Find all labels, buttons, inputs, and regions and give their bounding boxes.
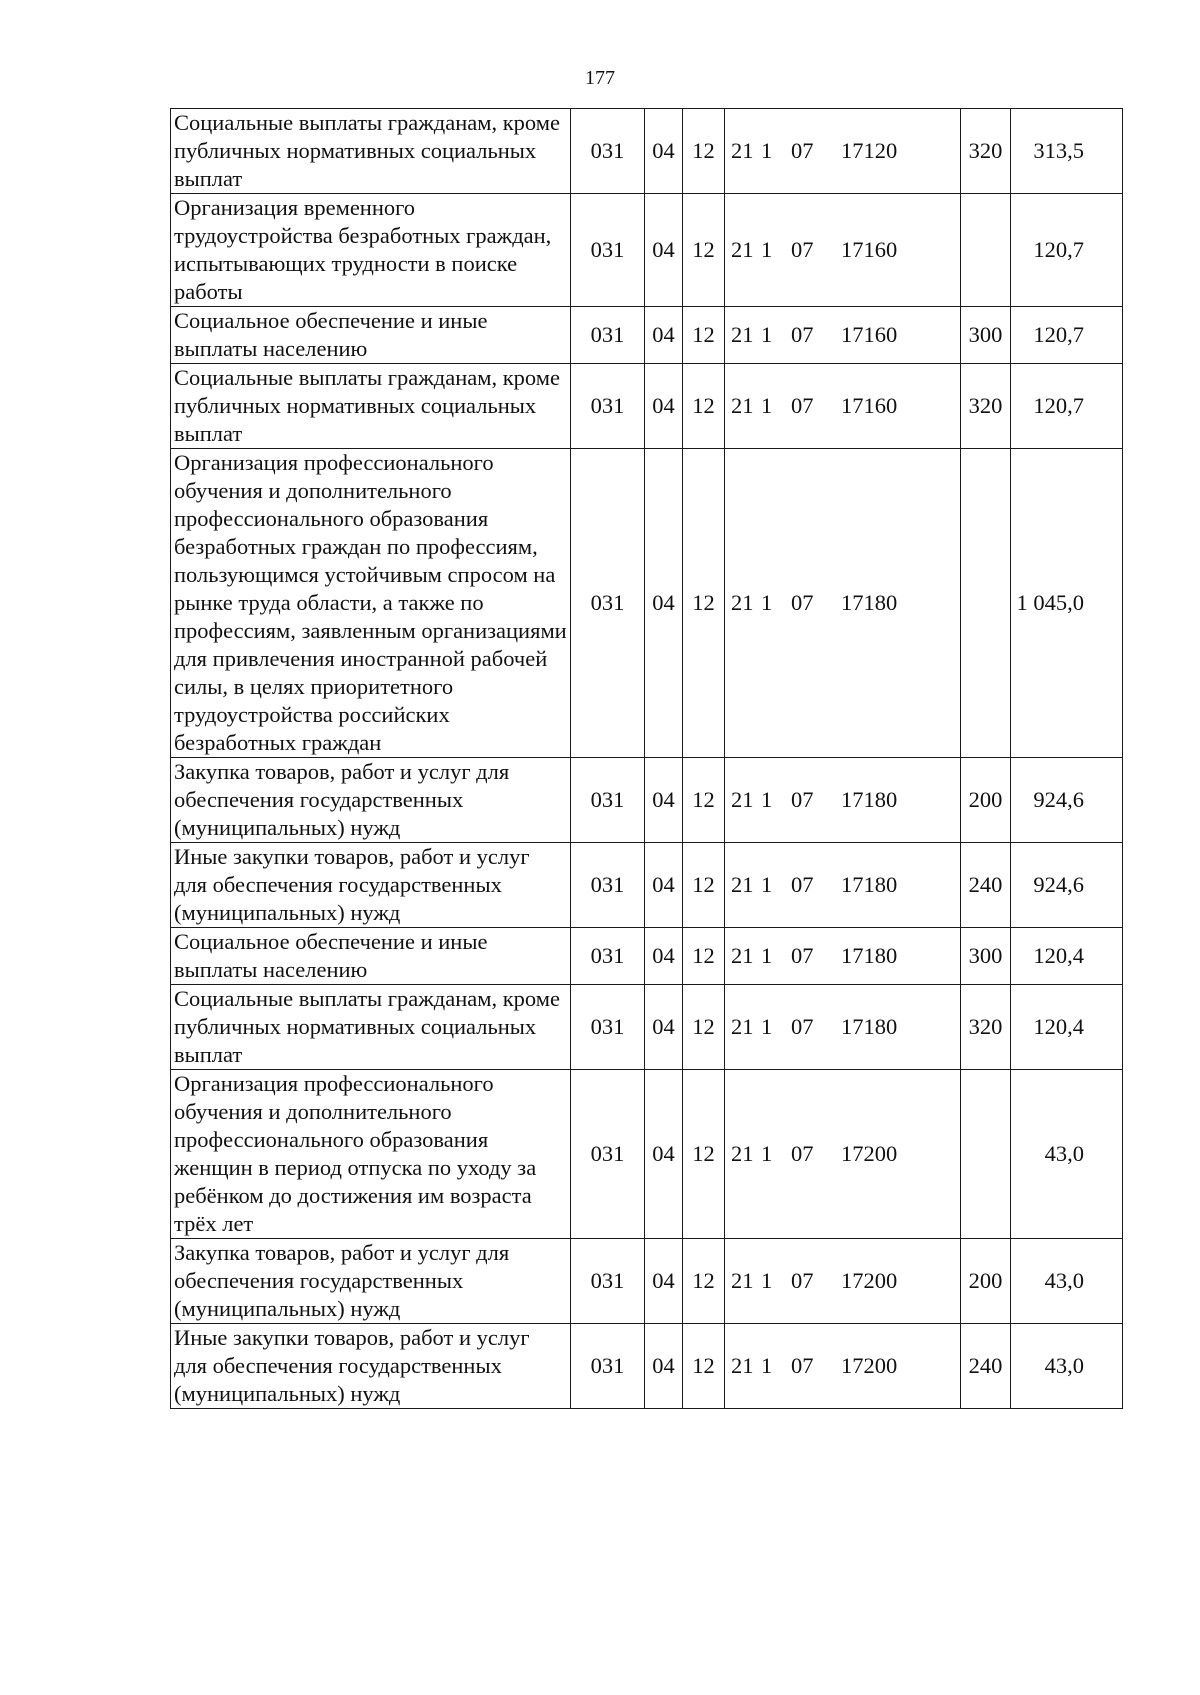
amount-cell	[1011, 1070, 1123, 1239]
pr-code-cell	[683, 985, 725, 1070]
amount-cell	[1011, 1239, 1123, 1324]
pr-code: 12	[692, 138, 715, 163]
table-row	[171, 109, 1123, 194]
csr-direction: 17200	[841, 1141, 898, 1166]
vr-code: 300	[968, 322, 1003, 347]
amount-value: 1 045,0	[1016, 590, 1084, 615]
csr-code-cell	[725, 1070, 961, 1239]
csr-event: 07	[791, 138, 814, 163]
amount-value: 43,0	[1044, 1268, 1084, 1293]
csr-code-cell	[725, 307, 961, 364]
row-name-cell	[171, 843, 571, 928]
rz-code: 04	[652, 138, 675, 163]
amount-value: 120,4	[1033, 943, 1084, 968]
csr-event: 07	[791, 787, 814, 812]
csr-code-cell	[725, 194, 961, 307]
vr-code-cell	[961, 1324, 1011, 1409]
pr-code-cell	[683, 109, 725, 194]
gr-code-cell	[571, 449, 645, 758]
csr-direction: 17180	[841, 943, 898, 968]
csr-program: 21	[731, 322, 754, 347]
row-name-cell	[171, 985, 571, 1070]
csr-program: 21	[731, 787, 754, 812]
csr-subprogram: 1	[761, 322, 773, 347]
pr-code-cell	[683, 194, 725, 307]
amount-cell	[1011, 307, 1123, 364]
csr-code-cell	[725, 364, 961, 449]
gr-code: 031	[590, 322, 625, 347]
rz-code-cell	[645, 1239, 683, 1324]
pr-code: 12	[692, 237, 715, 262]
csr-program: 21	[731, 590, 754, 615]
row-name-cell	[171, 1070, 571, 1239]
budget-table	[170, 108, 1123, 1409]
amount-value: 924,6	[1033, 787, 1084, 812]
pr-code: 12	[692, 943, 715, 968]
table-row	[171, 1239, 1123, 1324]
pr-code: 12	[692, 590, 715, 615]
csr-program: 21	[731, 237, 754, 262]
csr-direction: 17160	[841, 237, 898, 262]
table-body	[171, 109, 1123, 1409]
row-name-cell	[171, 307, 571, 364]
pr-code-cell	[683, 1070, 725, 1239]
pr-code: 12	[692, 1141, 715, 1166]
csr-subprogram: 1	[761, 872, 773, 897]
row-name-cell	[171, 758, 571, 843]
table-row	[171, 307, 1123, 364]
gr-code: 031	[590, 237, 625, 262]
table-row	[171, 758, 1123, 843]
csr-subprogram: 1	[761, 1353, 773, 1378]
rz-code-cell	[645, 928, 683, 985]
csr-program: 21	[731, 1141, 754, 1166]
amount-value: 120,4	[1033, 1014, 1084, 1039]
pr-code: 12	[692, 872, 715, 897]
csr-program: 21	[731, 1014, 754, 1039]
row-name: Организация профессионального обучения и дополнительного профессионального образования безработных граждан по профессиям, пользующимся устойчивым спросом на рынке труда области, а также по профессиям, заявленным организациями для привлечения иностранной рабочей силы, в целях приоритетного трудоустройства российских безработных граждан	[174, 450, 567, 755]
amount-value: 924,6	[1033, 872, 1084, 897]
rz-code: 04	[652, 1014, 675, 1039]
csr-subprogram: 1	[761, 787, 773, 812]
vr-code-cell	[961, 364, 1011, 449]
rz-code-cell	[645, 1324, 683, 1409]
pr-code-cell	[683, 1239, 725, 1324]
csr-event: 07	[791, 872, 814, 897]
csr-event: 07	[791, 943, 814, 968]
row-name-cell	[171, 109, 571, 194]
gr-code: 031	[590, 1141, 625, 1166]
amount-cell	[1011, 758, 1123, 843]
amount-value: 43,0	[1044, 1353, 1084, 1378]
page-number: 177	[585, 67, 615, 89]
pr-code: 12	[692, 1353, 715, 1378]
csr-code-cell	[725, 109, 961, 194]
pr-code-cell	[683, 843, 725, 928]
row-name: Социальные выплаты гражданам, кроме публичных нормативных социальных выплат	[174, 110, 560, 191]
csr-direction: 17120	[841, 138, 898, 163]
row-name-cell	[171, 194, 571, 307]
pr-code-cell	[683, 758, 725, 843]
pr-code: 12	[692, 787, 715, 812]
vr-code-cell	[961, 843, 1011, 928]
rz-code: 04	[652, 943, 675, 968]
vr-code-cell	[961, 109, 1011, 194]
csr-direction: 17180	[841, 1014, 898, 1039]
csr-event: 07	[791, 393, 814, 418]
vr-code: 200	[968, 1268, 1003, 1293]
vr-code-cell	[961, 1239, 1011, 1324]
gr-code-cell	[571, 364, 645, 449]
row-name: Организация временного трудоустройства безработных граждан, испытывающих трудности в поиске работы	[174, 195, 552, 304]
vr-code: 320	[968, 138, 1003, 163]
table-row	[171, 843, 1123, 928]
csr-event: 07	[791, 1268, 814, 1293]
csr-event: 07	[791, 1141, 814, 1166]
gr-code-cell	[571, 985, 645, 1070]
row-name: Иные закупки товаров, работ и услуг для обеспечения государственных (муниципальных) нужд	[174, 844, 530, 925]
vr-code: 240	[968, 872, 1003, 897]
row-name: Социальные выплаты гражданам, кроме публичных нормативных социальных выплат	[174, 986, 560, 1067]
gr-code-cell	[571, 758, 645, 843]
gr-code-cell	[571, 109, 645, 194]
csr-subprogram: 1	[761, 943, 773, 968]
csr-direction: 17200	[841, 1353, 898, 1378]
vr-code: 320	[968, 393, 1003, 418]
csr-event: 07	[791, 1353, 814, 1378]
csr-direction: 17180	[841, 872, 898, 897]
gr-code-cell	[571, 928, 645, 985]
row-name-cell	[171, 364, 571, 449]
csr-program: 21	[731, 393, 754, 418]
csr-program: 21	[731, 1353, 754, 1378]
csr-program: 21	[731, 872, 754, 897]
rz-code: 04	[652, 872, 675, 897]
csr-code-cell	[725, 1324, 961, 1409]
amount-value: 43,0	[1044, 1141, 1084, 1166]
csr-subprogram: 1	[761, 1268, 773, 1293]
pr-code-cell	[683, 364, 725, 449]
rz-code: 04	[652, 590, 675, 615]
row-name: Социальные выплаты гражданам, кроме публичных нормативных социальных выплат	[174, 365, 560, 446]
gr-code-cell	[571, 194, 645, 307]
table-row	[171, 1070, 1123, 1239]
rz-code-cell	[645, 1070, 683, 1239]
csr-program: 21	[731, 138, 754, 163]
vr-code-cell	[961, 758, 1011, 843]
gr-code-cell	[571, 307, 645, 364]
gr-code: 031	[590, 872, 625, 897]
gr-code: 031	[590, 590, 625, 615]
rz-code-cell	[645, 449, 683, 758]
gr-code: 031	[590, 1014, 625, 1039]
rz-code: 04	[652, 393, 675, 418]
csr-direction: 17180	[841, 787, 898, 812]
amount-value: 120,7	[1033, 237, 1084, 262]
rz-code: 04	[652, 1353, 675, 1378]
row-name: Закупка товаров, работ и услуг для обеспечения государственных (муниципальных) нужд	[174, 759, 510, 840]
gr-code: 031	[590, 1353, 625, 1378]
vr-code-cell	[961, 928, 1011, 985]
row-name-cell	[171, 1324, 571, 1409]
gr-code-cell	[571, 1324, 645, 1409]
pr-code: 12	[692, 322, 715, 347]
row-name: Организация профессионального обучения и дополнительного профессионального образования женщин в период отпуска по уходу за ребёнком до достижения им возраста трёх лет	[174, 1071, 537, 1236]
rz-code-cell	[645, 109, 683, 194]
vr-code: 300	[968, 943, 1003, 968]
gr-code: 031	[590, 138, 625, 163]
row-name: Социальное обеспечение и иные выплаты населению	[174, 308, 488, 361]
pr-code-cell	[683, 307, 725, 364]
gr-code-cell	[571, 843, 645, 928]
rz-code: 04	[652, 1268, 675, 1293]
vr-code-cell	[961, 307, 1011, 364]
row-name-cell	[171, 928, 571, 985]
amount-cell	[1011, 364, 1123, 449]
gr-code: 031	[590, 1268, 625, 1293]
rz-code: 04	[652, 322, 675, 347]
csr-subprogram: 1	[761, 590, 773, 615]
csr-program: 21	[731, 943, 754, 968]
amount-cell	[1011, 109, 1123, 194]
rz-code-cell	[645, 985, 683, 1070]
vr-code-cell	[961, 985, 1011, 1070]
vr-code: 320	[968, 1014, 1003, 1039]
table-row	[171, 449, 1123, 758]
csr-event: 07	[791, 1014, 814, 1039]
rz-code: 04	[652, 787, 675, 812]
row-name: Иные закупки товаров, работ и услуг для обеспечения государственных (муниципальных) нужд	[174, 1325, 530, 1406]
table-row	[171, 194, 1123, 307]
csr-direction: 17200	[841, 1268, 898, 1293]
amount-value: 120,7	[1033, 322, 1084, 347]
amount-cell	[1011, 1324, 1123, 1409]
pr-code-cell	[683, 928, 725, 985]
row-name: Социальное обеспечение и иные выплаты населению	[174, 929, 488, 982]
csr-subprogram: 1	[761, 237, 773, 262]
vr-code-cell	[961, 194, 1011, 307]
amount-value: 120,7	[1033, 393, 1084, 418]
vr-code-cell	[961, 1070, 1011, 1239]
gr-code: 031	[590, 393, 625, 418]
csr-code-cell	[725, 928, 961, 985]
table-row	[171, 364, 1123, 449]
amount-value: 313,5	[1033, 138, 1084, 163]
pr-code: 12	[692, 1014, 715, 1039]
csr-event: 07	[791, 322, 814, 347]
gr-code: 031	[590, 943, 625, 968]
csr-subprogram: 1	[761, 138, 773, 163]
gr-code: 031	[590, 787, 625, 812]
table-row	[171, 985, 1123, 1070]
csr-event: 07	[791, 590, 814, 615]
rz-code: 04	[652, 1141, 675, 1166]
vr-code: 200	[968, 787, 1003, 812]
pr-code: 12	[692, 1268, 715, 1293]
row-name-cell	[171, 449, 571, 758]
csr-program: 21	[731, 1268, 754, 1293]
table-row	[171, 928, 1123, 985]
amount-cell	[1011, 194, 1123, 307]
csr-code-cell	[725, 449, 961, 758]
csr-subprogram: 1	[761, 1141, 773, 1166]
pr-code-cell	[683, 449, 725, 758]
csr-code-cell	[725, 985, 961, 1070]
rz-code-cell	[645, 843, 683, 928]
pr-code-cell	[683, 1324, 725, 1409]
rz-code-cell	[645, 194, 683, 307]
gr-code-cell	[571, 1070, 645, 1239]
rz-code-cell	[645, 364, 683, 449]
amount-cell	[1011, 449, 1123, 758]
row-name: Закупка товаров, работ и услуг для обеспечения государственных (муниципальных) нужд	[174, 1240, 510, 1321]
amount-cell	[1011, 928, 1123, 985]
row-name-cell	[171, 1239, 571, 1324]
amount-cell	[1011, 985, 1123, 1070]
csr-event: 07	[791, 237, 814, 262]
csr-code-cell	[725, 758, 961, 843]
csr-subprogram: 1	[761, 393, 773, 418]
vr-code: 240	[968, 1353, 1003, 1378]
vr-code-cell	[961, 449, 1011, 758]
amount-cell	[1011, 843, 1123, 928]
csr-direction: 17180	[841, 590, 898, 615]
csr-direction: 17160	[841, 393, 898, 418]
csr-direction: 17160	[841, 322, 898, 347]
csr-code-cell	[725, 843, 961, 928]
rz-code: 04	[652, 237, 675, 262]
pr-code: 12	[692, 393, 715, 418]
rz-code-cell	[645, 758, 683, 843]
csr-subprogram: 1	[761, 1014, 773, 1039]
gr-code-cell	[571, 1239, 645, 1324]
table-row	[171, 1324, 1123, 1409]
rz-code-cell	[645, 307, 683, 364]
csr-code-cell	[725, 1239, 961, 1324]
